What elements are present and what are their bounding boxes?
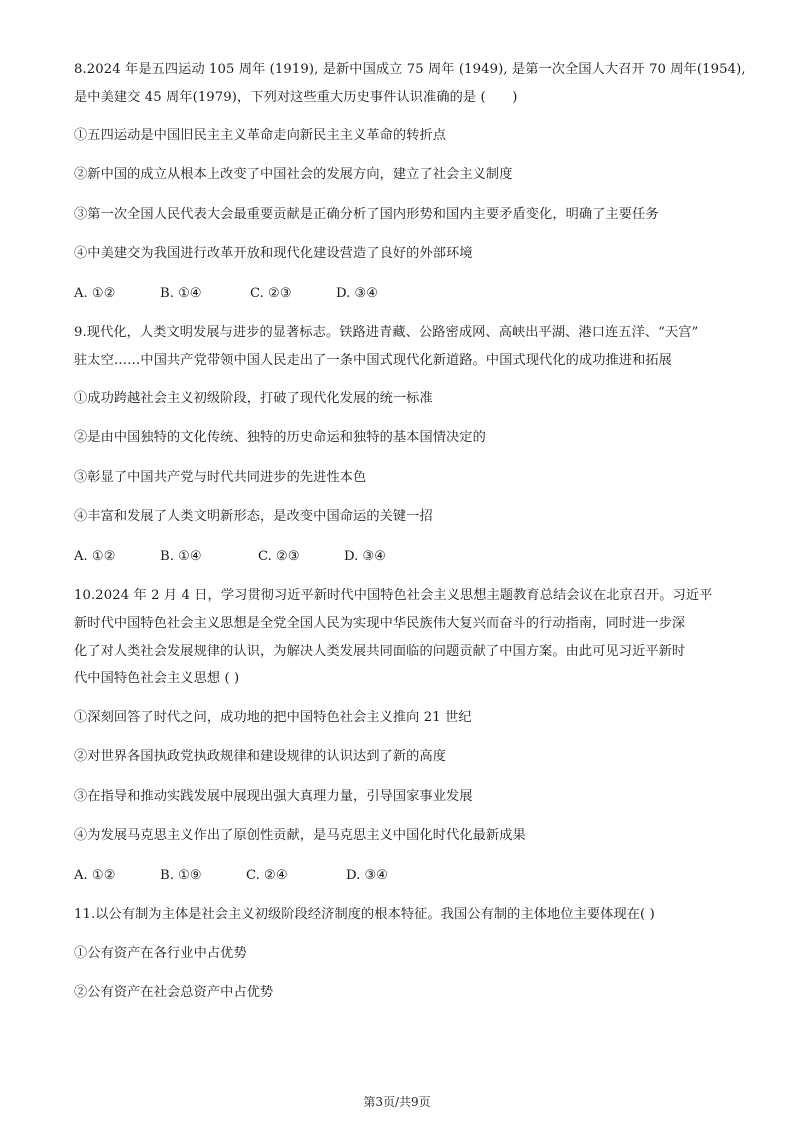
q10-item-4: ④为发展马克思主义作出了原创性贡献，是马克思主义中国化时代化最新成果 [74, 828, 526, 843]
q10-option-c: C. ②④ [246, 868, 288, 883]
q11-item-2: ②公有资产在社会总资产中占优势 [74, 985, 274, 1000]
q9-option-c: C. ②③ [258, 549, 300, 564]
q10-stem-line-2: 新时代中国特色社会主义思想是全党全国人民为实现中华民族伟大复兴而奋斗的行动指南，同时进一步深 [74, 616, 686, 631]
q8-options [74, 286, 378, 302]
q9-item-3: ③彰显了中国共产党与时代共同进步的先进性本色 [74, 470, 367, 485]
q9-item-4: ④丰富和发展了人类文明新形态，是改变中国命运的关键一招 [74, 509, 433, 524]
q9-item-1: ①成功跨越社会主义初级阶段，打破了现代化发展的统一标准 [74, 391, 433, 406]
q9-options [74, 549, 386, 565]
q9-option-d: D. ③④ [344, 549, 387, 564]
q9-stem-line-1: 9.现代化，人类文明发展与进步的显著标志。铁路进青藏、公路密成网、高峡出平湖、港口连五洋、“天宫” [74, 325, 699, 340]
q9-item-2: ②是由中国独特的文化传统、独特的历史命运和独特的基本国情决定的 [74, 430, 486, 445]
q8-stem-line-1: 8.2024 年是五四运动 105 周年 (1919), 是新中国成立 75 周年 (1949), 是第一次全国人大召开 70 周年(1954), [74, 62, 746, 77]
q9-option-a: A. ①② [74, 549, 116, 564]
q8-item-3: ③第一次全国人民代表大会最重要贡献是正确分析了国内形势和国内主要矛盾变化，明确了主要任务 [74, 207, 659, 222]
q10-stem-line-4: 代中国特色社会主义思想 ( ) [74, 671, 240, 686]
q8-option-b: B. ①④ [160, 286, 202, 301]
q10-item-3: ③在指导和推动实践发展中展现出强大真理力量，引导国家事业发展 [74, 789, 473, 804]
q8-option-d: D. ③④ [336, 286, 379, 301]
q8-item-1: ①五四运动是中国旧民主主义革命走向新民主主义革命的转折点 [74, 128, 447, 143]
q10-option-a: A. ①② [74, 868, 116, 883]
q9-option-b: B. ①④ [160, 549, 202, 564]
q10-item-2: ②对世界各国执政党执政规律和建设规律的认识达到了新的高度 [74, 749, 447, 764]
q8-item-2: ②新中国的成立从根本上改变了中国社会的发展方向，建立了社会主义制度 [74, 167, 513, 182]
q8-item-4: ④中美建交为我国进行改革开放和现代化建设营造了良好的外部环境 [74, 246, 473, 261]
q9-stem-line-2: 驻太空……中国共产党带领中国人民走出了一条中国式现代化新道路。中国式现代化的成功推进和拓展 [74, 353, 672, 368]
page-number: 第3页/共9页 [363, 1095, 431, 1109]
q8-option-c: C. ②③ [250, 286, 292, 301]
q10-stem-line-1: 10.2024 年 2 月 4 日，学习贯彻习近平新时代中国特色社会主义思想主题教育总结会议在北京召开。习近平 [74, 588, 713, 603]
q11-item-1: ①公有资产在各行业中占优势 [74, 946, 247, 961]
q10-option-b: B. ①⑨ [160, 868, 202, 883]
q8-option-a: A. ①② [74, 286, 116, 301]
q11-stem-line-1: 11.以公有制为主体是社会主义初级阶段经济制度的根本特征。我国公有制的主体地位主要体现在( ) [74, 907, 655, 922]
q10-option-d: D. ③④ [346, 868, 389, 883]
q10-stem-line-3: 化了对人类社会发展规律的认识，为解决人类发展共同面临的问题贡献了中国方案。由此可见习近平新时 [74, 644, 686, 659]
q10-item-1: ①深刻回答了时代之问，成功地的把中国特色社会主义推向 21 世纪 [74, 710, 472, 725]
q8-stem-line-2: 是中美建交 45 周年(1979)，下列对这些重大历史事件认识准确的是 ( ) [74, 90, 518, 105]
q10-options [74, 868, 388, 884]
